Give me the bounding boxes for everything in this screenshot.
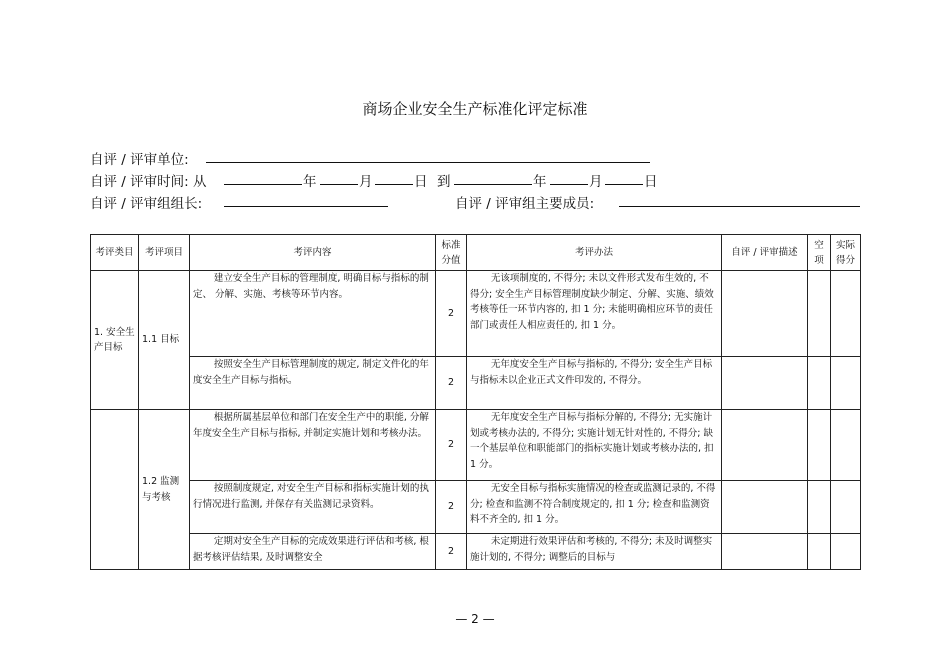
month-label-1: 月 [359, 174, 373, 190]
end-year-field[interactable] [454, 170, 532, 185]
month-label-2: 月 [589, 174, 603, 190]
content-cell: 按照制度规定, 对安全生产目标和指标实施计划的执行情况进行监测, 并保存有关监测记录资料。 [190, 481, 436, 534]
desc-cell[interactable] [722, 271, 808, 357]
header-desc: 自评 / 评审描述 [722, 235, 808, 271]
page-title: 商场企业安全生产标准化评定标准 [362, 100, 588, 118]
na-cell[interactable] [808, 271, 831, 357]
start-year-field[interactable] [224, 170, 302, 185]
score-cell: 2 [436, 410, 467, 481]
actual-cell[interactable] [831, 534, 861, 570]
members-label: 自评 / 评审组主要成员: [455, 196, 595, 212]
actual-cell[interactable] [831, 357, 861, 410]
content-cell: 根据所属基层单位和部门在安全生产中的职能, 分解年度安全生产目标与指标, 并制定实施计划和考核办法。 [190, 410, 436, 481]
header-item: 考评项目 [139, 235, 190, 271]
table-row [91, 357, 861, 410]
method-cell: 无该项制度的, 不得分; 未以文件形式发布生效的, 不得分; 安全生产目标管理制度缺少制定、分解、实施、绩效考核等任一环节内容的, 扣 1 分; 未能明确相应环节的责任部门或责任人相应责任的, 扣 1 分。 [467, 271, 722, 357]
year-label-1: 年 [303, 174, 317, 190]
page-number: — 2 — [455, 612, 495, 626]
table-header-row [91, 235, 861, 271]
score-cell: 2 [436, 481, 467, 534]
category-cell: 1. 安全生产目标 [91, 271, 139, 410]
na-cell[interactable] [808, 534, 831, 570]
desc-cell[interactable] [722, 534, 808, 570]
content-cell: 定期对安全生产目标的完成效果进行评估和考核, 根据考核评估结果, 及时调整安全 [190, 534, 436, 570]
desc-cell[interactable] [722, 481, 808, 534]
end-day-field[interactable] [605, 170, 643, 185]
na-cell[interactable] [808, 481, 831, 534]
day-label-1: 日 [414, 174, 428, 190]
to-label: 到 [437, 174, 451, 190]
table-row [91, 410, 861, 481]
actual-cell[interactable] [831, 410, 861, 481]
header-category: 考评类目 [91, 235, 139, 271]
end-month-field[interactable] [550, 170, 588, 185]
header-actual: 实际得分 [831, 235, 861, 271]
table-row [91, 271, 861, 357]
members-field[interactable] [619, 192, 860, 207]
item-cell: 1.1 目标 [139, 271, 190, 410]
na-cell[interactable] [808, 410, 831, 481]
year-label-2: 年 [533, 174, 547, 190]
start-day-field[interactable] [375, 170, 413, 185]
unit-label: 自评 / 评审单位: [90, 152, 189, 168]
method-cell: 无年度安全生产目标与指标的, 不得分; 安全生产目标与指标未以企业正式文件印发的, 不得分。 [467, 357, 722, 410]
time-label: 自评 / 评审时间: 从 [90, 174, 207, 190]
actual-cell[interactable] [831, 271, 861, 357]
leader-field[interactable] [224, 192, 388, 207]
header-content: 考评内容 [190, 235, 436, 271]
day-label-2: 日 [644, 174, 658, 190]
score-cell: 2 [436, 357, 467, 410]
desc-cell[interactable] [722, 357, 808, 410]
na-cell[interactable] [808, 357, 831, 410]
category-cell-empty [91, 410, 139, 570]
header-method: 考评办法 [467, 235, 722, 271]
start-month-field[interactable] [320, 170, 358, 185]
unit-field[interactable] [206, 148, 650, 163]
method-cell: 无年度安全生产目标与指标分解的, 不得分; 无实施计划或考核办法的, 不得分; 实施计划无针对性的, 不得分; 缺一个基层单位和职能部门的指标实施计划或考核办法的, 扣 1 分。 [467, 410, 722, 481]
leader-label: 自评 / 评审组组长: [90, 196, 203, 212]
table-row [91, 534, 861, 570]
evaluation-table [90, 234, 861, 570]
method-cell: 无安全目标与指标实施情况的检查或监测记录的, 不得分; 检查和监测不符合制度规定的, 扣 1 分; 检查和监测资料不齐全的, 扣 1 分。 [467, 481, 722, 534]
item-cell: 1.2 监测与考核 [139, 410, 190, 570]
header-na: 空项 [808, 235, 831, 271]
table-row [91, 481, 861, 534]
content-cell: 建立安全生产目标的管理制度, 明确目标与指标的制定、 分解、实施、考核等环节内容。 [190, 271, 436, 357]
score-cell: 2 [436, 271, 467, 357]
score-cell: 2 [436, 534, 467, 570]
method-cell: 未定期进行效果评估和考核的, 不得分; 未及时调整实施计划的, 不得分; 调整后的目标与 [467, 534, 722, 570]
header-score: 标准分值 [436, 235, 467, 271]
content-cell: 按照安全生产目标管理制度的规定, 制定文件化的年度安全生产目标与指标。 [190, 357, 436, 410]
desc-cell[interactable] [722, 410, 808, 481]
actual-cell[interactable] [831, 481, 861, 534]
